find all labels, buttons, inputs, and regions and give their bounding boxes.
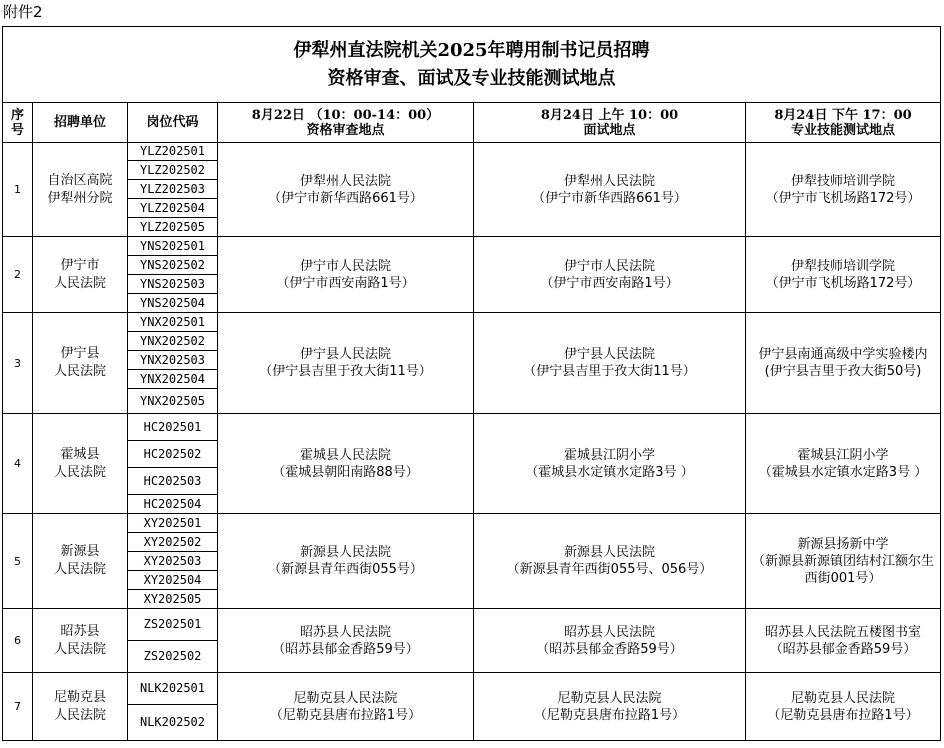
recruiting-unit bbox=[33, 237, 128, 313]
header-interview: 8月24日 上午 10：00 面试地点 bbox=[474, 103, 746, 143]
position-code: YLZ202503 bbox=[128, 180, 218, 199]
row-seq: 3 bbox=[3, 313, 33, 414]
qualification-venue-line: 伊宁市人民法院 bbox=[299, 258, 391, 274]
title-line-1: 伊犁州直法院机关2025年聘用制书记员招聘 bbox=[293, 39, 650, 61]
qualification-venue bbox=[218, 514, 474, 609]
qualification-venue-line: （伊宁县吉里于孜大街11号） bbox=[259, 364, 432, 379]
skill-test-venue-line: 西街001号） bbox=[804, 570, 882, 586]
qualification-venue bbox=[218, 237, 474, 313]
skill-test-venue-line: 伊犁技师培训学院 bbox=[791, 173, 896, 189]
position-code: YLZ202501 bbox=[128, 143, 218, 161]
position-code: XY202504 bbox=[128, 571, 218, 590]
recruiting-unit-line: 尼勒克县 bbox=[53, 689, 106, 705]
recruiting-unit-line: 霍城县 bbox=[60, 446, 100, 462]
interview-venue-line: （伊宁县吉里于孜大街11号） bbox=[523, 364, 696, 379]
recruiting-unit bbox=[33, 514, 128, 609]
table-row bbox=[3, 237, 941, 256]
table-row bbox=[3, 414, 941, 441]
skill-test-venue-line: （昭苏县郁金香路59号） bbox=[769, 641, 917, 657]
row-seq: 6 bbox=[3, 609, 33, 673]
skill-test-venue-line: 伊宁县南通高级中学实验楼内 bbox=[758, 347, 928, 362]
interview-venue-line: （新源县青年西街055号、056号） bbox=[506, 562, 713, 577]
interview-venue-line: 新源县人民法院 bbox=[563, 545, 655, 560]
recruiting-unit-line: 人民法院 bbox=[53, 364, 106, 379]
recruiting-unit-line: 人民法院 bbox=[53, 562, 106, 577]
recruiting-unit-line: 伊犁州分院 bbox=[47, 190, 113, 206]
position-code: XY202501 bbox=[128, 514, 218, 533]
row-seq: 4 bbox=[3, 414, 33, 514]
position-code: YNX202504 bbox=[128, 370, 218, 389]
skill-test-venue bbox=[746, 609, 941, 673]
interview-venue bbox=[474, 143, 746, 237]
skill-test-venue bbox=[746, 237, 941, 313]
table-row bbox=[3, 514, 941, 533]
qualification-venue-line: 伊犁州人民法院 bbox=[299, 173, 391, 189]
title-line-2: 资格审查、面试及专业技能测试地点 bbox=[327, 67, 616, 89]
attachment-label: 附件2 bbox=[3, 3, 43, 21]
table-row bbox=[3, 313, 941, 332]
qualification-venue-line: （昭苏县郁金香路59号） bbox=[272, 641, 419, 657]
interview-venue-line: 伊犁州人民法院 bbox=[563, 173, 655, 189]
interview-venue-line: （伊宁市西安南路1号） bbox=[540, 275, 679, 291]
position-code: XY202503 bbox=[128, 552, 218, 571]
skill-test-venue-line: （尼勒克县唐布拉路1号） bbox=[767, 707, 919, 723]
position-code: XY202505 bbox=[128, 590, 218, 609]
qualification-venue bbox=[218, 673, 474, 741]
recruiting-unit bbox=[33, 609, 128, 673]
recruiting-unit-line: 伊宁市 bbox=[60, 257, 100, 273]
recruiting-unit-line: 人民法院 bbox=[53, 464, 106, 480]
header-row bbox=[3, 103, 941, 143]
qualification-venue-line: （伊宁市新华西路661号） bbox=[268, 190, 423, 206]
interview-venue-line: （霍城县水定镇水定路3号 ） bbox=[525, 464, 694, 480]
qualification-venue bbox=[218, 609, 474, 673]
table-row bbox=[3, 673, 941, 705]
recruiting-unit-line: 昭苏县 bbox=[60, 623, 100, 639]
recruiting-unit-line: 自治区高院 bbox=[47, 172, 113, 188]
interview-venue-line: 尼勒克县人民法院 bbox=[557, 690, 662, 706]
position-code: HC202503 bbox=[128, 468, 218, 495]
position-code: NLK202502 bbox=[128, 705, 218, 741]
interview-venue bbox=[474, 237, 746, 313]
qualification-venue bbox=[218, 313, 474, 414]
position-code: YNX202502 bbox=[128, 332, 218, 351]
interview-venue-line: 伊宁市人民法院 bbox=[563, 258, 655, 274]
qualification-venue-line: 霍城县人民法院 bbox=[299, 447, 391, 463]
position-code: YNX202503 bbox=[128, 351, 218, 370]
header-skill-test: 8月24日 下午 17：00 专业技能测试地点 bbox=[746, 103, 941, 143]
recruiting-unit-line: 人民法院 bbox=[53, 641, 106, 657]
qualification-venue-line: （尼勒克县唐布拉路1号） bbox=[269, 707, 422, 723]
qualification-venue-line: 尼勒克县人民法院 bbox=[293, 690, 398, 706]
interview-venue-line: 昭苏县人民法院 bbox=[563, 624, 655, 640]
interview-venue bbox=[474, 414, 746, 514]
skill-test-venue bbox=[746, 414, 941, 514]
qualification-venue-line: （新源县青年西街055号） bbox=[268, 562, 423, 577]
qualification-venue-line: 昭苏县人民法院 bbox=[299, 624, 391, 640]
position-code: YNS202503 bbox=[128, 275, 218, 294]
interview-venue-line: 伊宁县人民法院 bbox=[563, 347, 655, 362]
recruiting-unit bbox=[33, 673, 128, 741]
recruiting-unit-line: 伊宁县 bbox=[60, 346, 100, 361]
header-qualification: 8月22日 （10：00-14：00） 资格审查地点 bbox=[218, 103, 474, 143]
interview-venue bbox=[474, 673, 746, 741]
position-code: YNS202502 bbox=[128, 256, 218, 275]
skill-test-venue bbox=[746, 313, 941, 414]
skill-test-venue-line: 伊犁技师培训学院 bbox=[791, 258, 896, 274]
skill-test-venue bbox=[746, 673, 941, 741]
venue-table bbox=[2, 26, 940, 745]
qualification-venue-line: （伊宁市西安南路1号） bbox=[276, 275, 415, 291]
skill-test-venue-line: 尼勒克县人民法院 bbox=[791, 690, 896, 706]
qualification-venue-line: （霍城县朝阳南路88号） bbox=[272, 464, 419, 480]
position-code: ZS202502 bbox=[128, 641, 218, 673]
interview-venue-line: （尼勒克县唐布拉路1号） bbox=[533, 707, 686, 723]
interview-venue-line: （昭苏县郁金香路59号） bbox=[536, 641, 683, 657]
position-code: YLZ202505 bbox=[128, 218, 218, 237]
position-code: HC202502 bbox=[128, 441, 218, 468]
skill-test-venue-line: 霍城县江阴小学 bbox=[797, 447, 889, 463]
row-seq: 7 bbox=[3, 673, 33, 741]
recruiting-unit-line: 新源县 bbox=[60, 544, 100, 559]
table-title bbox=[3, 27, 941, 103]
position-code: XY202502 bbox=[128, 533, 218, 552]
skill-test-venue bbox=[746, 514, 941, 609]
skill-test-venue-line: （伊宁市飞机场路172号） bbox=[765, 275, 921, 291]
skill-test-venue-line: （伊宁市飞机场路172号） bbox=[765, 190, 921, 206]
interview-venue-line: 霍城县江阴小学 bbox=[563, 447, 655, 463]
qualification-venue bbox=[218, 143, 474, 237]
qualification-venue-line: 新源县人民法院 bbox=[299, 545, 391, 560]
skill-test-venue-line: （新源县新源镇团结村江额尔生 bbox=[752, 553, 935, 569]
row-seq: 1 bbox=[3, 143, 33, 237]
recruiting-unit bbox=[33, 143, 128, 237]
position-code: YNS202504 bbox=[128, 294, 218, 313]
position-code: NLK202501 bbox=[128, 673, 218, 705]
qualification-venue-line: 伊宁县人民法院 bbox=[299, 347, 391, 362]
recruiting-unit bbox=[33, 414, 128, 514]
title-row bbox=[3, 27, 941, 103]
position-code: ZS202501 bbox=[128, 609, 218, 641]
position-code: YNX202505 bbox=[128, 389, 218, 414]
skill-test-venue-line: 昭苏县人民法院五楼图书室 bbox=[765, 624, 922, 640]
table-row bbox=[3, 143, 941, 161]
recruiting-unit-line: 人民法院 bbox=[53, 707, 106, 723]
position-code: YNX202501 bbox=[128, 313, 218, 332]
header-seq: 序 号 bbox=[3, 103, 33, 143]
position-code: YLZ202504 bbox=[128, 199, 218, 218]
skill-test-venue bbox=[746, 143, 941, 237]
recruiting-unit-line: 人民法院 bbox=[53, 275, 106, 291]
row-seq: 5 bbox=[3, 514, 33, 609]
skill-test-venue-line: （霍城县水定镇水定路3号 ） bbox=[758, 464, 928, 480]
recruiting-unit bbox=[33, 313, 128, 414]
position-code: YNS202501 bbox=[128, 237, 218, 256]
header-code: 岗位代码 bbox=[128, 103, 218, 143]
header-unit: 招聘单位 bbox=[33, 103, 128, 143]
position-code: YLZ202502 bbox=[128, 161, 218, 180]
interview-venue-line: （伊宁市新华西路661号） bbox=[532, 190, 687, 206]
interview-venue bbox=[474, 514, 746, 609]
table-row bbox=[3, 609, 941, 641]
skill-test-venue-line: 新源县扬新中学 bbox=[797, 536, 889, 552]
position-code: HC202504 bbox=[128, 495, 218, 514]
position-code: HC202501 bbox=[128, 414, 218, 441]
qualification-venue bbox=[218, 414, 474, 514]
skill-test-venue-line: (伊宁县吉里于孜大街50号) bbox=[764, 364, 922, 379]
interview-venue bbox=[474, 313, 746, 414]
row-seq: 2 bbox=[3, 237, 33, 313]
interview-venue bbox=[474, 609, 746, 673]
